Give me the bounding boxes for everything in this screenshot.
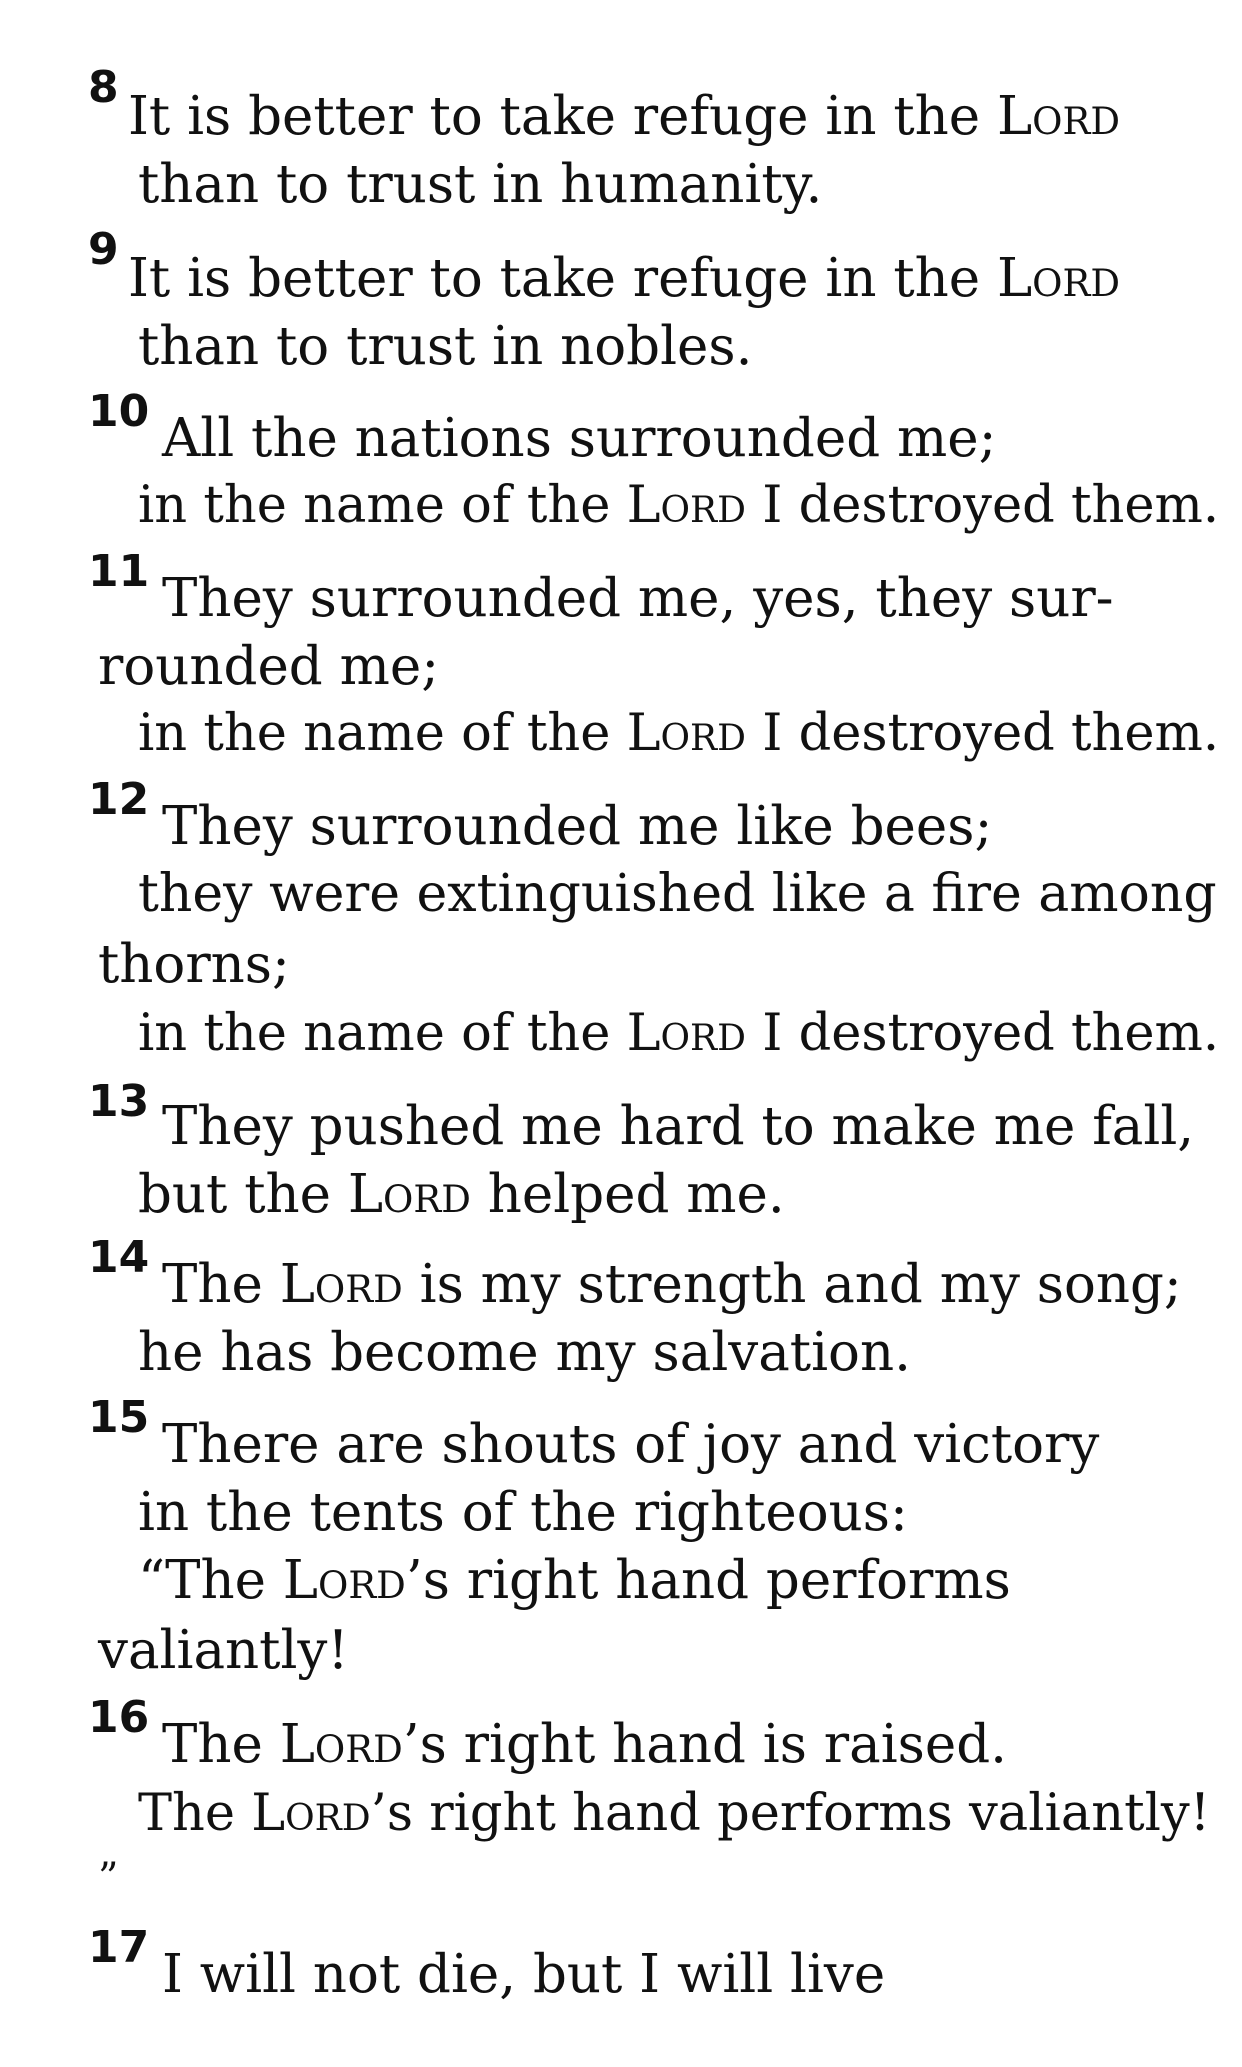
verse-line: It is better to take refuge in the Lord	[128, 86, 1121, 147]
verse-line: he has become my salvation.	[138, 1322, 911, 1383]
verse-line: I will not die, but I will live	[162, 1944, 886, 2005]
verse-line: There are shouts of joy and victory	[162, 1414, 1100, 1475]
verse-line: They surrounded me like bees;	[162, 796, 993, 857]
verse-line: in the name of the Lord I destroyed them.	[138, 1004, 1220, 1063]
verse-line: than to trust in nobles.	[138, 316, 753, 377]
verse-number: 10	[88, 386, 150, 437]
verse-number: 13	[88, 1076, 150, 1127]
verse-line: than to trust in humanity.	[138, 154, 823, 215]
verse-line: in the name of the Lord I destroyed them.	[138, 704, 1220, 763]
verse-number: 11	[88, 546, 150, 597]
verse-number: 14	[88, 1232, 150, 1283]
verse-line: in the tents of the righteous:	[138, 1482, 908, 1543]
verse-line: rounded me;	[98, 636, 440, 697]
verse-number: 12	[88, 774, 150, 825]
verse-line: The Lord’s right hand is raised.	[162, 1714, 1008, 1775]
verse-number: 17	[88, 1922, 150, 1973]
verse-line: They surrounded me, yes, they sur-	[162, 568, 1114, 629]
verse-number: 15	[88, 1392, 150, 1443]
verse-line: in the name of the Lord I destroyed them.	[138, 476, 1220, 535]
verse-number: 16	[88, 1692, 150, 1743]
verse-line: The Lord is my strength and my song;	[162, 1254, 1182, 1315]
verse-line: The Lord’s right hand performs valiantly!	[138, 1784, 1211, 1843]
verse-number: 8	[88, 62, 119, 113]
verse-line: All the nations surrounded me;	[162, 408, 997, 469]
verse-line: thorns;	[98, 934, 290, 995]
verse-line: ”	[98, 1855, 119, 1901]
verse-line: “The Lord’s right hand performs	[138, 1550, 1011, 1611]
verse-line: valiantly!	[98, 1620, 349, 1681]
verse-line: they were extinguished like a fire among	[138, 864, 1217, 924]
verse-number: 9	[88, 224, 119, 275]
verse-line: They pushed me hard to make me fall,	[162, 1096, 1195, 1157]
verse-line: but the Lord helped me.	[138, 1164, 785, 1225]
verse-line: It is better to take refuge in the Lord	[128, 248, 1121, 309]
